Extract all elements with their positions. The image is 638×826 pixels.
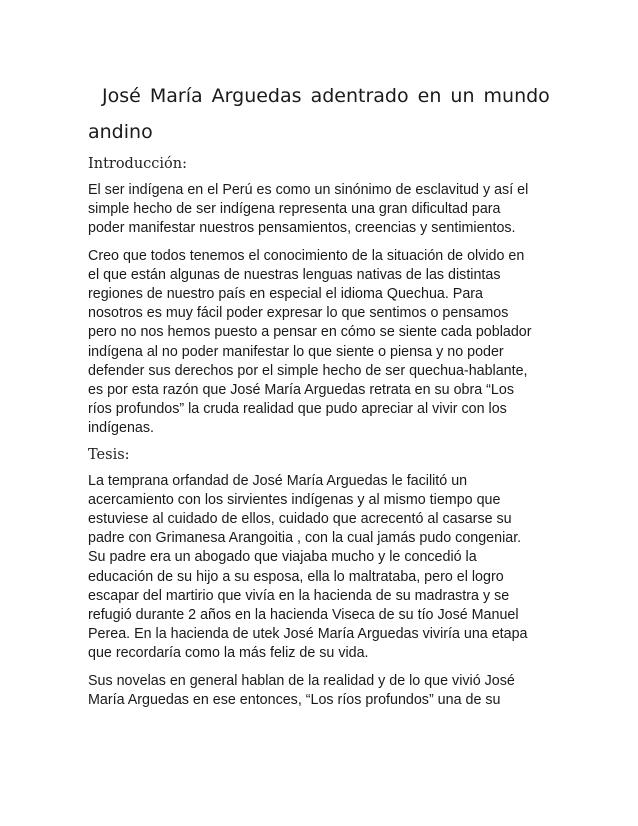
text-line: indígena al no poder manifestar lo que siente o piensa y no poder xyxy=(88,343,504,360)
title-line-1: José María Arguedas adentrado en un mundo xyxy=(102,85,550,107)
paragraph xyxy=(88,247,558,439)
document-body xyxy=(88,78,558,718)
text-line: La temprana orfandad de José María Arguedas le facilitó un xyxy=(88,472,468,489)
section-tesis xyxy=(88,447,558,710)
paragraph xyxy=(88,181,558,239)
text-line: María Arguedas en ese entonces, “Los ríos profundos” una de su xyxy=(88,691,501,708)
text-line: acercamiento con los sirvientes indígenas y al mismo tiempo que xyxy=(88,491,501,508)
text-line: El ser indígena en el Perú es como un sinónimo de esclavitud y así el xyxy=(88,182,529,198)
text-line: el que están algunas de nuestras lenguas nativas de las distintas xyxy=(88,266,501,283)
section-heading: Introducción: xyxy=(88,156,188,172)
paragraph xyxy=(88,472,558,664)
text-line: es por esta razón que José María Arguedas retrata en su obra “Los xyxy=(88,382,514,399)
text-line: padre con Grimanesa Arangoitia , con la cual jamás pudo congeniar. xyxy=(88,530,522,547)
section-introduccion xyxy=(88,156,558,439)
title-line-2: andino xyxy=(88,121,153,143)
text-line: refugió durante 2 años en la hacienda Viseca de su tío José Manuel xyxy=(88,607,519,624)
text-line: escapar del martirio que vivía en la hacienda de su madrastra y se xyxy=(88,587,510,604)
text-line: nosotros es muy fácil poder expresar lo que sentimos o pensamos xyxy=(88,305,509,322)
paragraph xyxy=(88,672,558,710)
section-heading: Tesis: xyxy=(88,446,130,463)
text-line: Su padre era un abogado que viajaba mucho y le concedió la xyxy=(88,549,477,566)
text-line: que recordaría como la más feliz de su vida. xyxy=(88,645,369,662)
text-line: estuviese al cuidado de ellos, cuidado que acrecentó al casarse su xyxy=(88,511,512,528)
text-line: ríos profundos” la cruda realidad que pudo apreciar al vivir con los xyxy=(88,401,507,418)
text-line: indígenas. xyxy=(88,420,154,437)
text-line: simple hecho de ser indígena representa una gran dificultad para xyxy=(88,201,501,218)
text-line: educación de su hijo a su esposa, ella lo maltrataba, pero el logro xyxy=(88,568,504,585)
text-line: Sus novelas en general hablan de la realidad y de lo que vivió José xyxy=(88,672,515,689)
text-line: regiones de nuestro país en especial el idioma Quechua. Para xyxy=(88,286,484,303)
text-line: pero no nos hemos puesto a pensar en cómo se siente cada poblador xyxy=(88,324,532,341)
document-title xyxy=(88,78,558,150)
text-line: defender sus derechos por el simple hecho de ser quechua-hablante, xyxy=(88,362,528,379)
text-line: poder manifestar nuestros pensamientos, creencias y sentimientos. xyxy=(88,220,516,237)
text-line: Creo que todos tenemos el conocimiento de la situación de olvido en xyxy=(88,247,525,264)
text-line: Perea. En la hacienda de utek José María Arguedas viviría una etapa xyxy=(88,626,528,643)
